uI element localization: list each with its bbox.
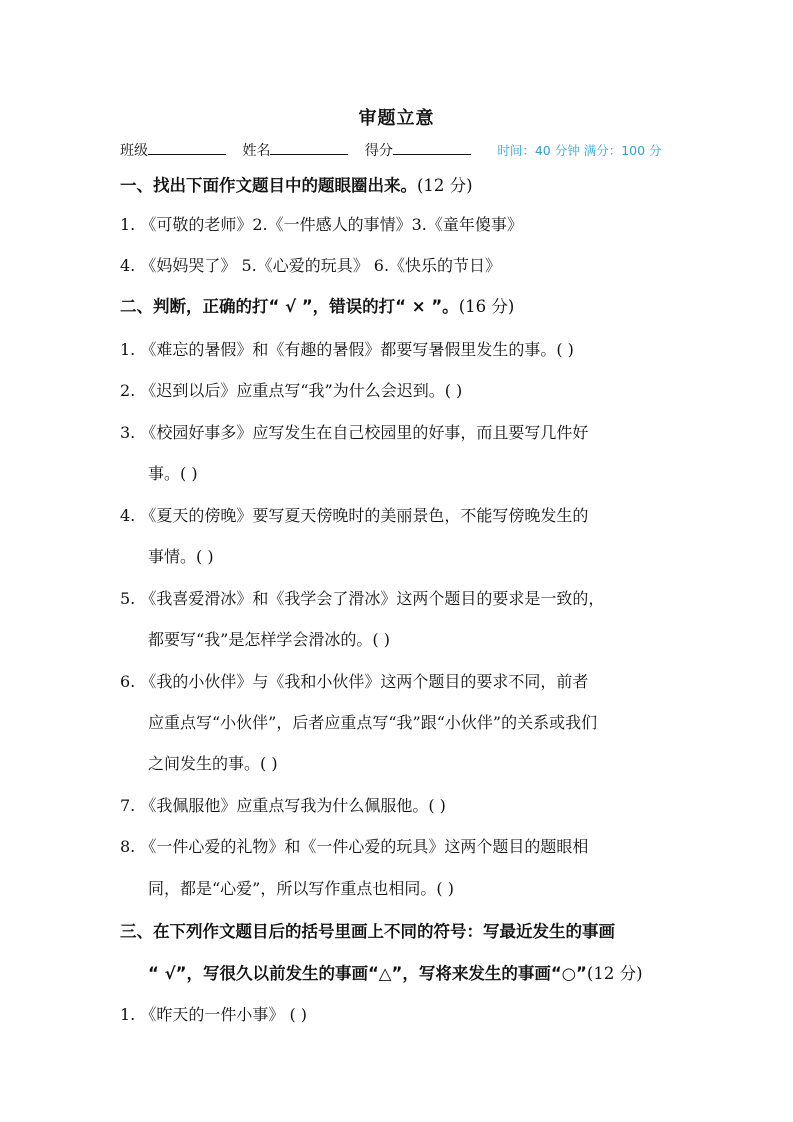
question-2-8: 8. 《一件心爱的礼物》和《一件心爱的玩具》这两个题目的题眼相	[120, 837, 589, 856]
question-2-3: 3. 《校园好事多》应写发生在自己校园里的好事，而且要写几件好	[120, 423, 589, 442]
time-score-meta: 时间：40 分钟 满分：100 分	[497, 143, 662, 158]
class-blank	[148, 140, 226, 155]
question-2-3-cont: 事。( )	[148, 464, 198, 483]
question-2-2: 2. 《迟到以后》应重点写“我”为什么会迟到。( )	[120, 381, 463, 400]
section3-heading-cont	[148, 960, 643, 984]
page-title: 审题立意	[358, 108, 435, 129]
section1-row1: 1. 《可敬的老师》2.《一件感人的事情》3.《童年傻事》	[120, 215, 523, 234]
question-2-4-cont: 事情。( )	[148, 547, 214, 566]
question-2-5-cont: 都要写“我”是怎样学会滑冰的。( )	[148, 630, 390, 649]
name-blank	[270, 140, 348, 155]
class-label: 班级	[120, 143, 148, 159]
question-2-1: 1. 《难忘的暑假》和《有趣的暑假》都要写暑假里发生的事。( )	[120, 340, 574, 359]
question-2-6-cont1: 应重点写“小伙伴”，后者应重点写“我”跟“小伙伴”的关系或我们	[148, 713, 598, 732]
section3-heading-cont-text: “ √”，写很久以前发生的事画“△”，写将来发生的事画“○”	[148, 964, 587, 983]
section3-heading: 三、在下列作文题目后的括号里画上不同的符号：写最近发生的事画	[120, 922, 615, 941]
section2-points: (16 分)	[458, 297, 515, 316]
section1-points: (12 分)	[417, 176, 473, 195]
student-info-row	[120, 140, 662, 160]
question-2-8-cont: 同，都是“心爱”，所以写作重点也相同。( )	[148, 879, 454, 898]
name-label: 姓名	[242, 143, 271, 159]
section1-row2: 4. 《妈妈哭了》 5.《心爱的玩具》 6.《快乐的节日》	[120, 256, 502, 275]
section3-points: (12 分)	[586, 964, 643, 983]
score-blank	[393, 140, 471, 155]
section1-heading	[120, 172, 473, 196]
question-2-5: 5. 《我喜爱滑冰》和《我学会了滑冰》这两个题目的要求是一致的，	[120, 589, 605, 608]
section2-heading	[120, 293, 514, 317]
section2-heading-text: 二、判断，正确的打“ √ ”，错误的打“ × ”。	[120, 297, 459, 316]
question-2-7: 7. 《我佩服他》应重点写我为什么佩服他。( )	[120, 796, 446, 815]
question-2-6-cont2: 之间发生的事。( )	[148, 754, 278, 773]
question-2-4: 4. 《夏天的傍晚》要写夏天傍晚时的美丽景色，不能写傍晚发生的	[120, 506, 589, 525]
question-3-1: 1. 《昨天的一件小事》 ( )	[120, 1005, 308, 1024]
section1-heading-text: 一、找出下面作文题目中的题眼圈出来。	[120, 176, 417, 195]
score-label: 得分	[364, 143, 393, 159]
question-2-6: 6. 《我的小伙伴》与《我和小伙伴》这两个题目的要求不同，前者	[120, 672, 589, 691]
